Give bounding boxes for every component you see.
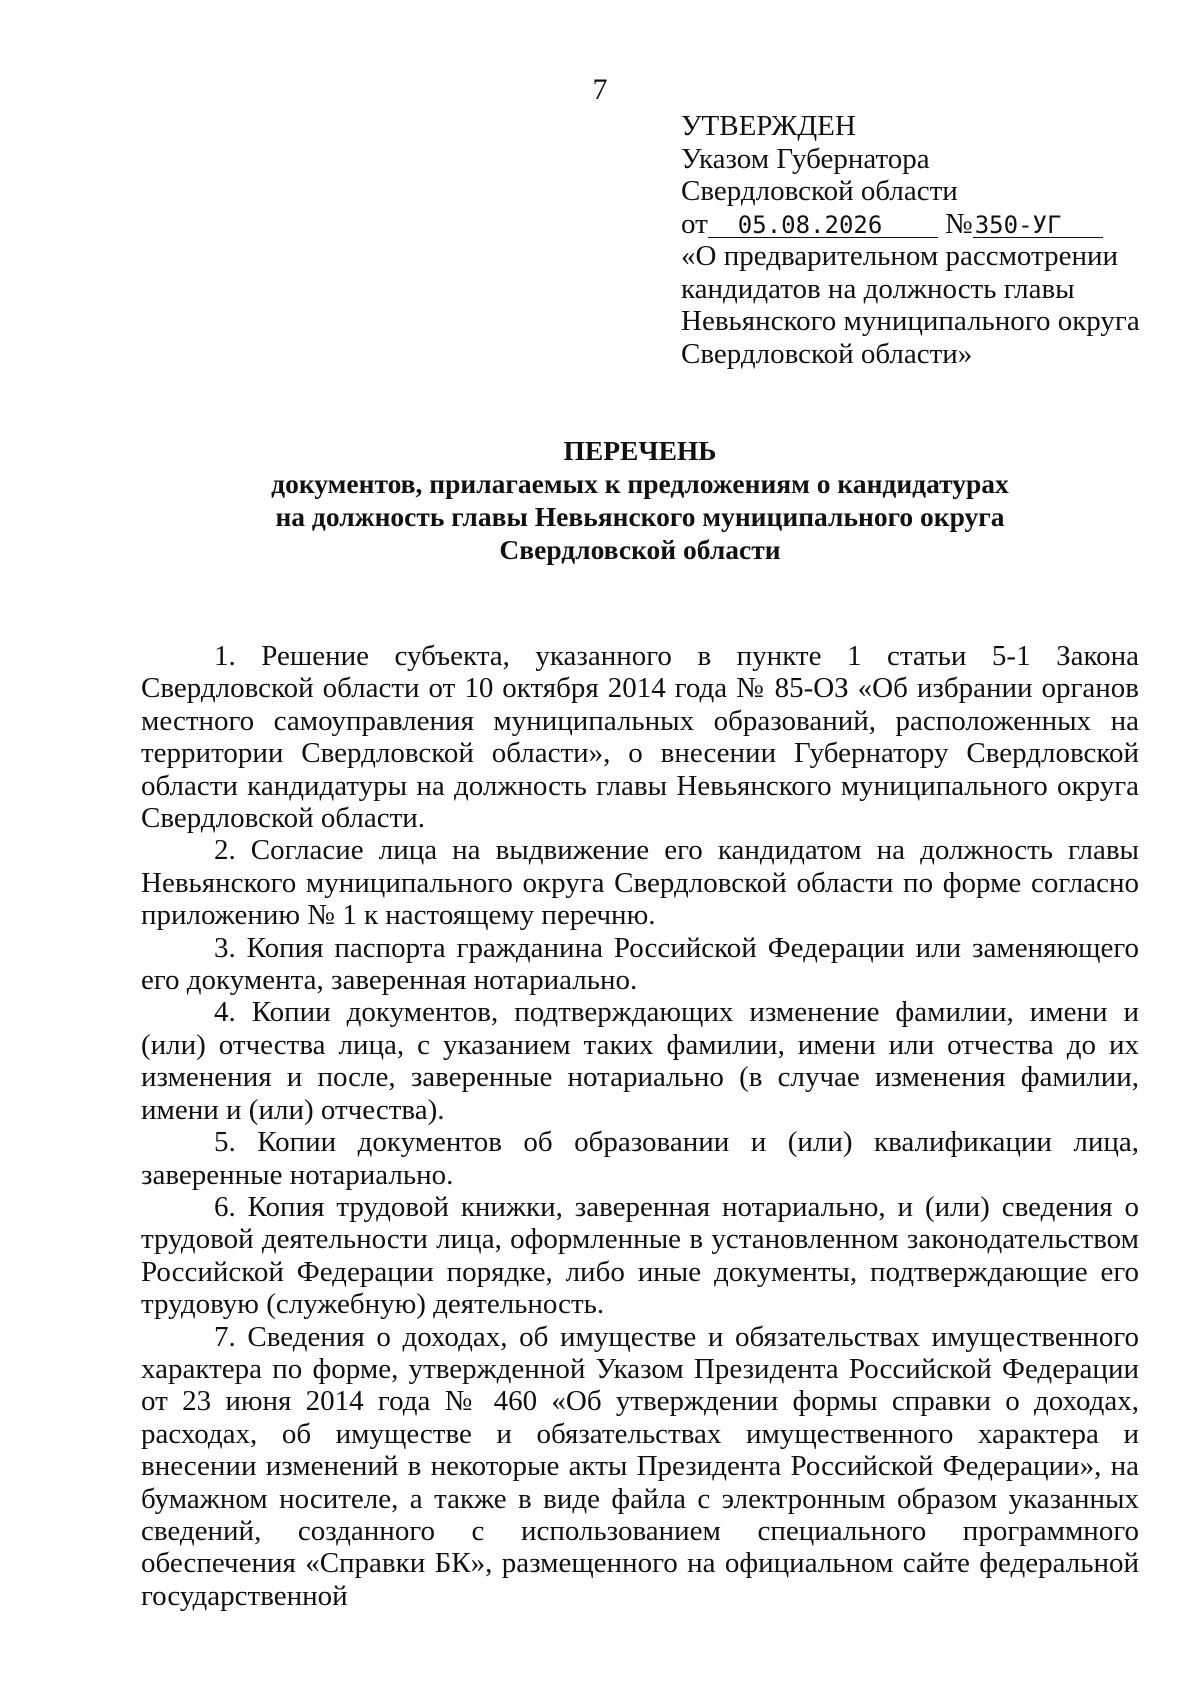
- decree-date: 05.08.2026: [708, 213, 938, 238]
- approval-by-line-2: Свердловской области: [681, 175, 958, 207]
- document-list: [141, 640, 1139, 1612]
- list-item-5: 5. Копии документов об образовании и (или) квалификации лица, заверенные нотариально.: [141, 1126, 1139, 1191]
- decree-title-line-4: Свердловской области»: [681, 337, 973, 370]
- list-item-2: 2. Согласие лица на выдвижение его кандидатом на должность главы Невьянского муниципального округа Свердловской области по форме согласно приложению № 1 к настоящему перечню.: [141, 834, 1139, 932]
- approval-date-number-row: [681, 208, 1151, 241]
- number-prefix: №: [945, 207, 973, 240]
- list-item-7: 7. Сведения о доходах, об имуществе и обязательствах имущественного характера по форме, утвержденной Указом Президента Российской Федерации от 23 июня 2014 года № 460 «Об утверждении формы справки о доходах, расходах, об имуществе и обязательствах имущественного характера и внесении изменений в некоторые акты Президента Российской Федерации», на бумажном носителе, а также в виде файла с электронным образом указанных сведений, созданного с использованием специального программного обеспечения «Справки БК», размещенного на официальном сайте федеральной государственной: [141, 1320, 1139, 1612]
- date-prefix: от: [681, 207, 708, 240]
- heading-line-3: Свердловской области: [499, 534, 781, 565]
- list-item-1: 1. Решение субъекта, указанного в пункте 1 статьи 5-1 Закона Свердловской области от 10 октября 2014 года № 85-ОЗ «Об избрании органов местного самоуправления муниципальных образований, расположенных на территории Свердловской области», о внесении Губернатору Свердловской области кандидатуры на должность главы Невьянского муниципального округа Свердловской области.: [141, 640, 1139, 835]
- document-heading: [0, 434, 1200, 566]
- heading-line-2: на должность главы Невьянского муниципального округа: [275, 501, 1005, 532]
- list-item-6: 6. Копия трудовой книжки, заверенная нотариально, и (или) сведения о трудовой деятельности лица, оформленные в установленном законодательством Российской Федерации порядке, либо иные документы, подтверждающие его трудовую (служебную) деятельность.: [141, 1190, 1139, 1321]
- decree-number: 350-УГ: [973, 213, 1103, 238]
- heading-line-1: документов, прилагаемых к предложениям о кандидатурах: [271, 468, 1009, 499]
- decree-title-line-3: Невьянского муниципального округа: [681, 305, 1140, 337]
- approval-block: [681, 110, 1151, 370]
- list-item-4: 4. Копии документов, подтверждающих изменение фамилии, имени и (или) отчества лица, с указанием таких фамилии, имени или отчества до их изменения и после, заверенные нотариально (в случае изменения фамилии, имени и (или) отчества).: [141, 996, 1139, 1126]
- page-number: 7: [592, 73, 608, 106]
- list-item-3: 3. Копия паспорта гражданина Российской Федерации или заменяющего его документа, заверенная нотариально.: [141, 931, 1139, 997]
- approval-by-line-1: Указом Губернатора: [681, 142, 930, 175]
- heading-title: ПЕРЕЧЕНЬ: [563, 435, 717, 466]
- decree-title-line-2: кандидатов на должность главы: [681, 272, 1075, 305]
- decree-title-line-1: «О предварительном рассмотрении: [681, 240, 1119, 272]
- approval-status: УТВЕРЖДЕН: [681, 110, 856, 142]
